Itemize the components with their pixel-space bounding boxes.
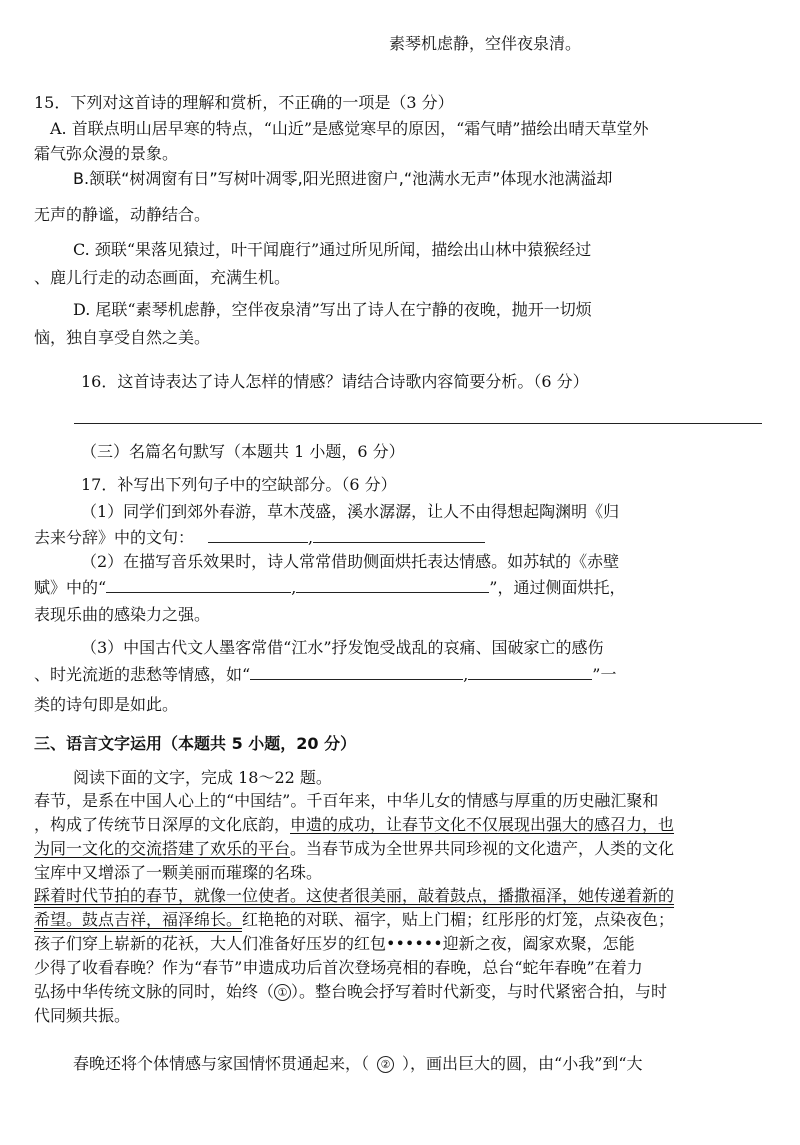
q15-option-d-line1: D. 尾联“素琴机虑静，空伴夜泉清”写出了诗人在宁静的夜晚，抛开一切烦	[73, 300, 592, 319]
passage-text: ）。整台晚会抒写着时代新变，与时代紧密合拍，与时	[291, 982, 668, 1001]
passage-text: ），画出巨大的圆，由“小我”到“大	[402, 1054, 643, 1073]
passage-line: 春节，是系在中国人心上的“中国结”。千百年来，中华儿女的情感与厚重的历史融汇聚和	[34, 791, 659, 810]
q15-option-b-line1: B.颔联“树凋窗有日”写树叶凋零,阳光照进窗户,“池满水无声”体现水池满溢却	[73, 169, 613, 188]
q15-option-c-line1: C. 颈联“果落见猿过，叶干闻鹿行”通过所见所闻，描绘出山林中猿猴经过	[73, 240, 592, 259]
q17-p1-line2	[34, 526, 485, 550]
passage-line: 宝库中又增添了一颗美丽而璀璨的名珠。	[34, 863, 323, 882]
q17-p3-prefix: 、时光流逝的悲愁等情感，如“	[34, 665, 251, 684]
passage-line	[34, 813, 674, 837]
blank-marker-1: ①	[274, 984, 291, 1001]
q17-p2-line2	[34, 576, 625, 600]
q17-p3-line2	[34, 663, 616, 687]
poem-last-line: 素琴机虑静，空伴夜泉清。	[389, 34, 582, 53]
section3-title: 三、语言文字运用（本题共 5 小题，20 分）	[34, 734, 357, 753]
q17-p3-line1: （3）中国古代文人墨客常借“江水”抒发饱受战乱的哀痛、国破家亡的感伤	[81, 638, 604, 657]
passage-text: 红艳艳的对联、福字，贴上门楣；红彤彤的灯笼，点染夜色；	[242, 910, 675, 929]
passage-line	[73, 1052, 643, 1076]
q17-stem: 17．补写出下列句子中的空缺部分。（6 分）	[81, 475, 397, 494]
q17-blank-comma: ,	[463, 665, 469, 684]
q17-blank-3b[interactable]	[468, 663, 592, 680]
passage-underlined-sentence: 申遗的成功，让春节文化不仅展现出强大的感召力，也	[290, 815, 675, 834]
section3-intro: 阅读下面的文字，完成 18～22 题。	[73, 768, 332, 787]
q15-option-c-line2: 、鹿儿行走的动态画面，充满生机。	[34, 268, 291, 287]
passage-line: 少得了收看春晚？作为“春节”申遗成功后首次登场亮相的春晚，总台“蛇年春晚”在着力	[34, 958, 643, 977]
q15-option-a-line1: A. 首联点明山居早寒的特点，“山近”是感觉寒早的原因，“霜气晴”描绘出晴天草堂外	[50, 119, 649, 138]
q16-answer-line[interactable]	[74, 423, 762, 424]
q17-p2-line3: 表现乐曲的感染力之强。	[34, 605, 211, 624]
q16-stem: 16．这首诗表达了诗人怎样的情感？请结合诗歌内容简要分析。（6 分）	[81, 372, 589, 391]
q17-blank-1b[interactable]	[313, 526, 485, 543]
passage-line: 孩子们穿上崭新的花袄，大人们准备好压岁的红包••••••迎新之夜，阖家欢聚，怎能	[34, 934, 635, 953]
passage-text: ，构成了传统节日深厚的文化底韵，	[34, 815, 291, 834]
q17-p2-line1: （2）在描写音乐效果时，诗人常常借助侧面烘托表达情感。如苏轼的《赤壁	[81, 552, 620, 571]
passage-double-underlined-sentence: 希望。鼓点吉祥，福泽绵长。	[34, 910, 243, 929]
passage-line	[34, 837, 674, 861]
section-recite-title: （三）名篇名句默写（本题共 1 小题，6 分）	[81, 442, 405, 461]
q15-option-a-line2: 霜气弥众漫的景象。	[34, 144, 179, 163]
q17-blank-2b[interactable]	[296, 576, 489, 593]
q17-p3-line3: 类的诗句即是如此。	[34, 695, 179, 714]
passage-line	[34, 908, 674, 932]
passage-double-underlined-line: 踩着时代节拍的春节，就像一位使者。这使者很美丽，敲着鼓点，播撒福泽，她传递着新的	[34, 886, 675, 905]
passage-line: 代同频共振。	[34, 1006, 131, 1025]
q17-blank-comma: ,	[308, 528, 314, 547]
passage-text: 弘扬中华传统文脉的同时，始终（	[34, 982, 275, 1001]
q15-option-d-line2: 恼，独自享受自然之美。	[34, 328, 211, 347]
passage-line	[34, 980, 667, 1004]
q17-blank-comma: ,	[291, 578, 297, 597]
q17-p3-suffix: ”一	[592, 665, 617, 684]
passage-underlined-sentence: 为同一文化的交流搭建了欢乐的平台	[34, 839, 291, 858]
q15-stem: 15．下列对这首诗的理解和赏析，不正确的一项是（3 分）	[34, 93, 454, 112]
q17-blank-1a[interactable]	[208, 526, 308, 543]
q17-p2-prefix: 赋》中的“	[34, 578, 107, 597]
q17-p2-suffix: ”，通过侧面烘托，	[489, 578, 626, 597]
q17-blank-3a[interactable]	[250, 663, 463, 680]
q17-p1-prefix: 去来兮辞》中的文句：	[34, 528, 195, 547]
passage-text: 。当春节成为全世界共同珍视的文化遗产，人类的文化	[290, 839, 675, 858]
passage-text: 春晚还将个体情感与家国情怀贯通起来，（	[73, 1054, 370, 1073]
q15-option-b-line2: 无声的静谧，动静结合。	[34, 205, 211, 224]
q17-p1-line1: （1）同学们到郊外春游，草木茂盛，溪水潺潺，让人不由得想起陶渊明《归	[81, 502, 620, 521]
q17-blank-2a[interactable]	[106, 576, 291, 593]
blank-marker-2: ②	[377, 1056, 394, 1073]
